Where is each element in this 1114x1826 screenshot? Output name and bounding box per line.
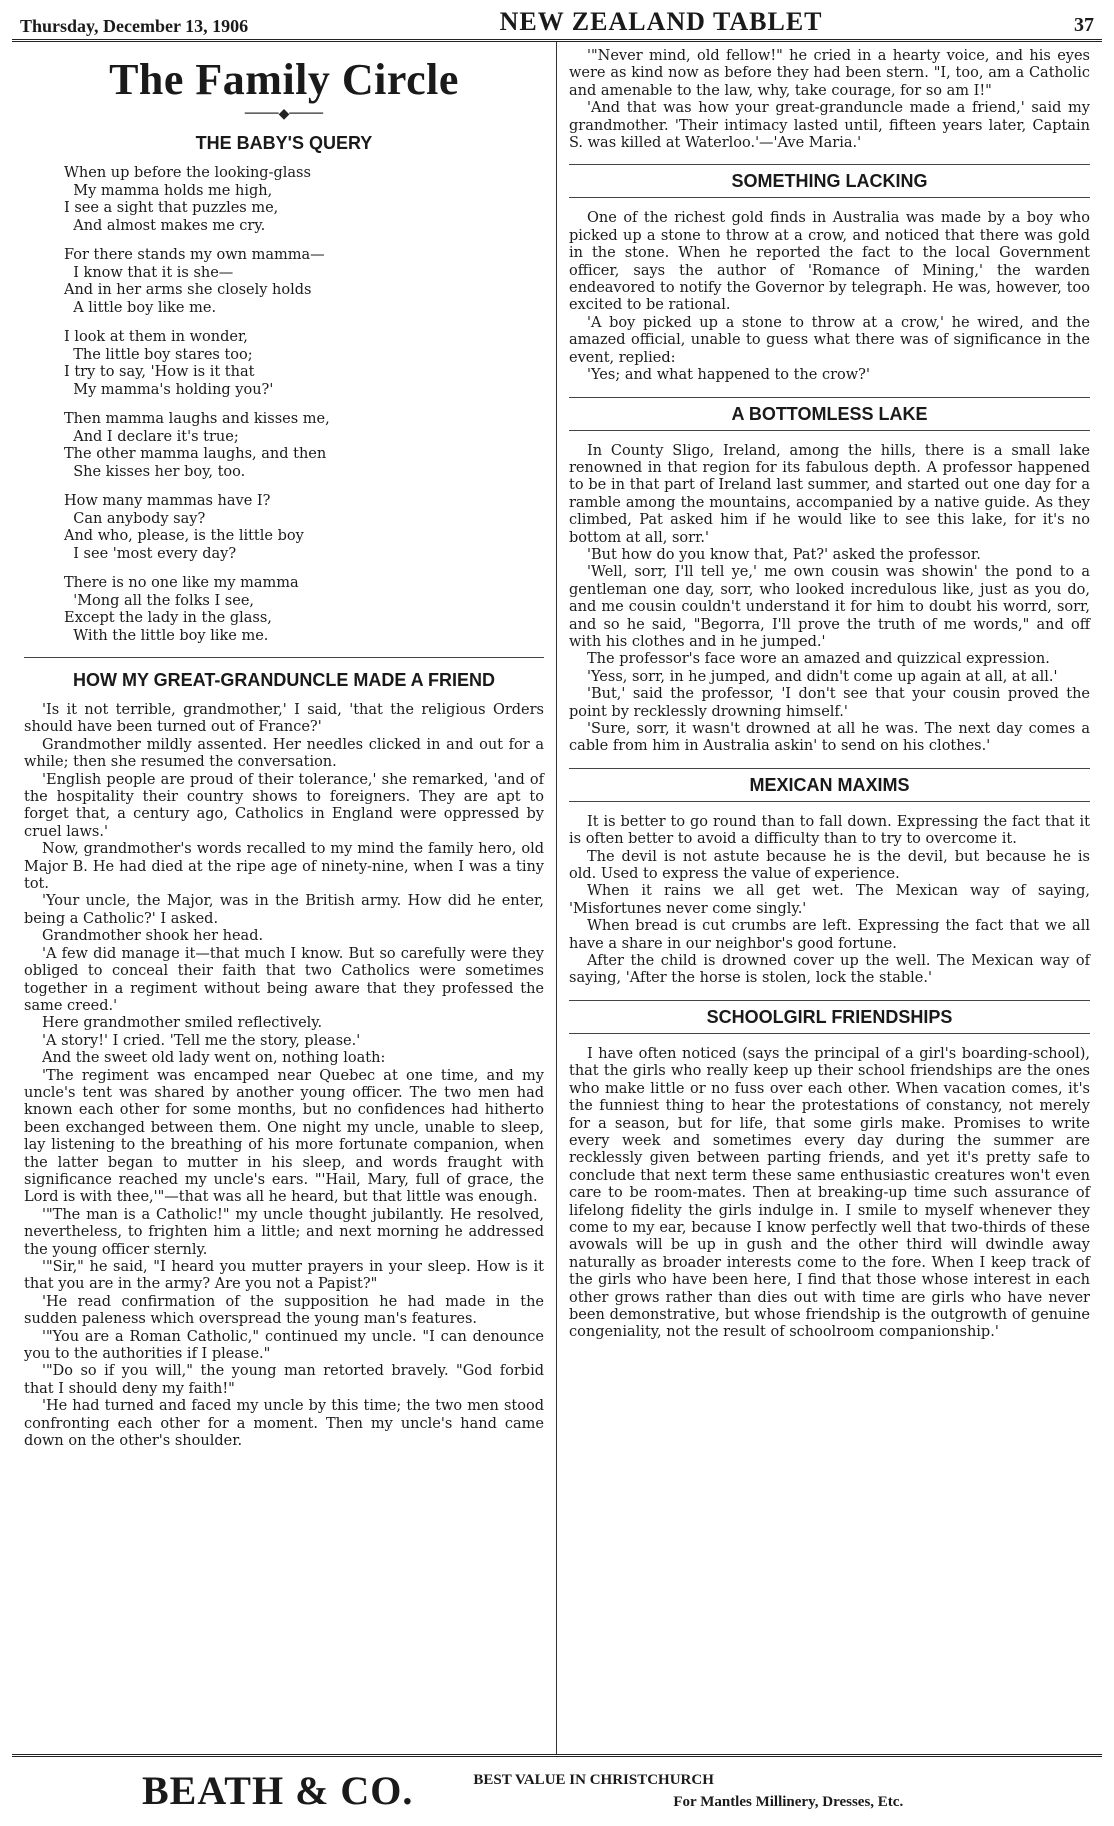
right-column (557, 42, 1102, 1754)
page-number: 37 (1073, 14, 1094, 36)
article-paragraph: When it rains we all get wet. The Mexican way of saying, 'Misfortunes never come singly.' (569, 883, 1090, 917)
poem-line: There is no one like my mamma (64, 575, 299, 591)
article-paragraph: 'Yess, sorr, in he jumped, and didn't come up again at all, at all.' (587, 668, 1058, 685)
poem-line: And almost makes me cry. (64, 217, 266, 234)
poem-line: And who, please, is the little boy (64, 528, 304, 544)
ad-products: For Mantles Millinery, Dresses, Etc. (673, 1793, 904, 1810)
section-heading: SOMETHING LACKING (569, 164, 1090, 198)
poem-line: And in her arms she closely holds (64, 282, 312, 298)
story-paragraph: And the sweet old lady went on, nothing loath: (42, 1050, 386, 1067)
story-paragraph: Here grandmother smiled reflectively. (42, 1015, 323, 1032)
article-paragraph: I have often noticed (says the principal of a girl's boarding-school), that the girls who really keep up their school friendships are the ones who make little or no fuss over each other. When vacation comes, it's the funniest thing to hear the protestations of constancy, not merely for a season, but for life, that some girls make. Promises to write every week and sometimes every day during the summer are recklessly given between parting friends, and yet it's pretty safe to conclude that next term these same enthusiastic creatures won't even care to be room-mates. Then at breaking-up time such assurance of lifelong fidelity the girls indulge in. I smile to myself whenever they come to my ear, because I know perfectly well that two-thirds of these avowals will be up in gush and the other third will dwindle away naturally as broader interests come to the fore. When I keep track of the girls who have been here, I find that those whose interest in each other grows rather than dies out with time are girls who have never been demonstrative, but whose friendship is the outgrowth of genuine congeniality, not the result of schoolroom companionship.' (569, 1045, 1090, 1341)
poem-line: I try to say, 'How is it that (64, 364, 255, 380)
article-paragraph: One of the richest gold finds in Australia was made by a boy who picked up a stone to throw at a crow, and noticed that there was gold in the stone. When he reported the fact to the local Government officer, says the author of 'Romance of Mining,' the warden endeavored to notify the Governor by telegraph. He was, however, too excited to be rational. (569, 210, 1090, 314)
section-body (569, 443, 1090, 756)
poem-stanza (64, 493, 544, 563)
story-paragraph: Now, grandmother's words recalled to my mind the family hero, old Major B. He had died at the ripe age of ninety-nine, when I was a tiny tot. (24, 841, 544, 893)
page-header (12, 4, 1102, 42)
article-paragraph: It is better to go round than to fall down. Expressing the fact that it is often better to avoid a difficulty than to try to overcome it. (569, 813, 1090, 848)
section-body (569, 1046, 1090, 1342)
poem-line: For there stands my own mamma— (64, 247, 325, 263)
story-paragraph: '"Never mind, old fellow!" he cried in a hearty voice, and his eyes were as kind now as before they had been stern. "I, too, am a Catholic and amenable to the law, why, take courage, for so am I!" (569, 48, 1090, 99)
story-paragraph: 'He had turned and faced my uncle by this time; the two men stood confronting each other for a moment. Then my uncle's hand came down on the other's shoulder. (24, 1398, 544, 1450)
story-paragraph: Grandmother mildly assented. Her needles clicked in and out for a while; then she resumed the conversation. (24, 736, 544, 771)
article-paragraph: After the child is drowned cover up the well. The Mexican way of saying, 'After the horse is stolen, lock the stable.' (569, 953, 1090, 987)
story-paragraph: 'He read confirmation of the supposition he had made in the sudden paleness which overspread the young man's features. (24, 1293, 544, 1328)
article-paragraph: 'Sure, sorr, it wasn't drowned at all he was. The next day comes a cable from him in Australia askin' to send on his clothes.' (569, 721, 1090, 755)
section-heading: MEXICAN MAXIMS (569, 768, 1090, 802)
poem-line: With the little boy like me. (64, 627, 269, 644)
section-body (569, 210, 1090, 384)
story-paragraph: 'A few did manage it—that much I know. But so carefully were they obliged to conceal their faith that two Catholics were sometimes together in a regiment without being aware that they professed the same creed.' (24, 945, 544, 1014)
poem-line: My mamma's holding you?' (64, 381, 274, 398)
poem-line: When up before the looking-glass (64, 165, 311, 181)
poem-stanza (64, 247, 544, 317)
story-paragraph: 'And that was how your great-granduncle made a friend,' said my grandmother. 'Their intimacy lasted until, fifteen years later, Captain S. was killed at Waterloo.'—'Ave Maria.' (569, 100, 1090, 152)
poem-stanza (64, 411, 544, 481)
article-paragraph: 'A boy picked up a stone to throw at a crow,' he wired, and the amazed official, unable to guess what there was of significance in the event, replied: (569, 314, 1090, 366)
poem-line: And I declare it's true; (64, 428, 239, 445)
section-heading: A BOTTOMLESS LAKE (569, 397, 1090, 431)
story-paragraph: Grandmother shook her head. (42, 928, 264, 945)
article-sections (569, 164, 1090, 1341)
advertisement-copy (473, 1769, 903, 1813)
poem-line: My mamma holds me high, (64, 182, 273, 199)
poem-stanza (64, 329, 544, 399)
story-paragraph: 'Your uncle, the Major, was in the British army. How did he enter, being a Catholic?' I asked. (24, 893, 544, 927)
advertisement-banner (12, 1754, 1102, 1824)
issue-date: Thursday, December 13, 1906 (20, 16, 249, 36)
poem-line: Can anybody say? (64, 510, 206, 527)
story-body (24, 702, 544, 1450)
poem (64, 165, 544, 645)
article-paragraph: 'Well, sorr, I'll tell ye,' me own cousin was showin' the pond to a gentleman one day, sorr, who looked incredulous like, just as you do, and me cousin couldn't understand it for him to doubt his worrd, sorr, and so he said, "Begorra, I'll prove the truth of me words," and off with his clothes and in he jumped.' (569, 564, 1090, 650)
poem-line: Then mamma laughs and kisses me, (64, 411, 330, 427)
story-paragraph: '"Sir," he said, "I heard you mutter prayers in your sleep. How is it that you are in the army? Are you not a Papist?" (24, 1259, 544, 1293)
advertiser-name: BEATH & CO. (142, 1768, 414, 1813)
story-continued (569, 48, 1090, 152)
poem-line: Except the lady in the glass, (64, 610, 272, 626)
poem-line: I see 'most every day? (64, 545, 237, 562)
poem-line: The little boy stares too; (64, 346, 253, 363)
poem-line: How many mammas have I? (64, 493, 271, 509)
left-column (12, 42, 557, 1754)
article-paragraph: The professor's face wore an amazed and quizzical expression. (587, 651, 1050, 668)
article-paragraph: 'Yes; and what happened to the crow?' (587, 367, 870, 384)
columns (12, 42, 1102, 1754)
story-paragraph: 'A story!' I cried. 'Tell me the story, please.' (42, 1032, 361, 1049)
story-paragraph: 'The regiment was encamped near Quebec at one time, and my uncle's tent was shared by another young officer. The two men had known each other for some months, but no confidences had hitherto been exchanged between them. One night my uncle, unable to sleep, lay listening to the breathing of his more fortunate companion, when the latter began to mutter in his sleep, and words fraught with significance reached my uncle's ears. "'Hail, Mary, full of grace, the Lord is with thee,'"—that was all he heard, but that little was enough. (24, 1067, 544, 1206)
article-paragraph: 'But how do you know that, Pat?' asked the professor. (587, 546, 981, 563)
section-heading: SCHOOLGIRL FRIENDSHIPS (569, 1000, 1090, 1034)
story-paragraph: '"The man is a Catholic!" my uncle thought jubilantly. He resolved, nevertheless, to frighten him a little; and next morning he addressed the young officer sternly. (24, 1206, 544, 1258)
newspaper-title: NEW ZEALAND TABLET (499, 7, 823, 36)
article-paragraph: The devil is not astute because he is the devil, but because he is old. Used to express the value of experience. (569, 848, 1090, 883)
section-rule (24, 657, 544, 658)
poem-line: A little boy like me. (64, 299, 217, 316)
story-paragraph: 'English people are proud of their tolerance,' she remarked, 'and of the hospitality their country shows to foreigners. They are apt to forget that, a century ago, Catholics in England were oppressed by cruel laws.' (24, 771, 544, 840)
story-paragraph: '"You are a Roman Catholic," continued my uncle. "I can denounce you to the authorities if I please." (24, 1328, 544, 1363)
ornament-divider: ────◆──── (244, 106, 324, 122)
poem-line: I see a sight that puzzles me, (64, 200, 279, 216)
poem-title: THE BABY'S QUERY (195, 133, 373, 153)
poem-line: The other mamma laughs, and then (64, 446, 327, 462)
section-body (569, 814, 1090, 988)
article-paragraph: In County Sligo, Ireland, among the hills, there is a small lake renowned in that region for its fabulous depth. A professor happened to be in that part of Ireland last summer, and started out one day for a ramble among the mountains, accompanied by a native guide. As they climbed, Pat asked him if he would like to see this lake, for it's no bottom at all, sorr.' (569, 442, 1090, 546)
story-paragraph: '"Do so if you will," the young man retorted bravely. "God forbid that I should deny my faith!" (24, 1363, 544, 1397)
section-masthead: The Family Circle (109, 55, 459, 104)
article-paragraph: When bread is cut crumbs are left. Expressing the fact that we all have a share in our neighbor's good fortune. (569, 918, 1090, 952)
story-paragraph: 'Is it not terrible, grandmother,' I said, 'that the religious Orders should have been turned out of France?' (24, 702, 544, 736)
poem-stanza (64, 575, 544, 645)
poem-line: She kisses her boy, too. (64, 463, 246, 480)
poem-stanza (64, 165, 544, 235)
poem-line: 'Mong all the folks I see, (64, 592, 255, 609)
ad-tagline: BEST VALUE IN CHRISTCHURCH (473, 1771, 714, 1788)
story-title: HOW MY GREAT-GRANDUNCLE MADE A FRIEND (73, 670, 495, 690)
poem-line: I look at them in wonder, (64, 329, 248, 345)
article-paragraph: 'But,' said the professor, 'I don't see that your cousin proved the point by recklessly drowning himself.' (569, 686, 1090, 720)
poem-line: I know that it is she— (64, 264, 234, 281)
